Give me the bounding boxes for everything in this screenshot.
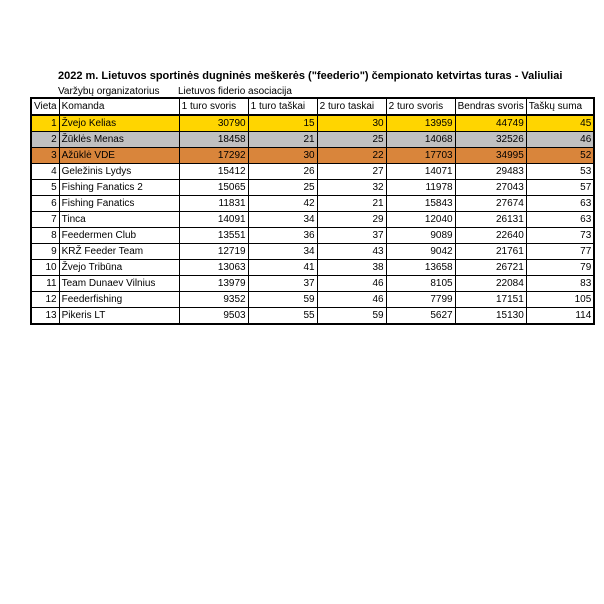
value-cell: 32	[317, 180, 386, 196]
value-cell: 22640	[455, 228, 526, 244]
value-cell: 27674	[455, 196, 526, 212]
value-cell: 13979	[179, 276, 248, 292]
value-cell: 12040	[386, 212, 455, 228]
place-cell: 4	[31, 164, 59, 180]
value-cell: 14071	[386, 164, 455, 180]
value-cell: 59	[248, 292, 317, 308]
place-cell: 11	[31, 276, 59, 292]
team-name-cell: Fishing Fanatics	[59, 196, 179, 212]
value-cell: 57	[526, 180, 594, 196]
value-cell: 27	[317, 164, 386, 180]
table-row	[31, 260, 594, 276]
value-cell: 25	[248, 180, 317, 196]
value-cell: 15065	[179, 180, 248, 196]
place-cell: 10	[31, 260, 59, 276]
value-cell: 63	[526, 196, 594, 212]
team-name-cell: Geležinis Lydys	[59, 164, 179, 180]
table-row	[31, 115, 594, 132]
value-cell: 17292	[179, 148, 248, 164]
value-cell: 34995	[455, 148, 526, 164]
value-cell: 15	[248, 115, 317, 132]
place-cell: 13	[31, 308, 59, 325]
value-cell: 37	[248, 276, 317, 292]
value-cell: 8105	[386, 276, 455, 292]
value-cell: 73	[526, 228, 594, 244]
column-header: 2 turo svoris	[386, 98, 455, 115]
table-row	[31, 244, 594, 260]
value-cell: 34	[248, 212, 317, 228]
value-cell: 105	[526, 292, 594, 308]
place-cell: 6	[31, 196, 59, 212]
place-cell: 5	[31, 180, 59, 196]
value-cell: 46	[317, 276, 386, 292]
value-cell: 15843	[386, 196, 455, 212]
column-header: Taškų suma	[526, 98, 594, 115]
results-table	[30, 97, 595, 325]
value-cell: 46	[317, 292, 386, 308]
value-cell: 29	[317, 212, 386, 228]
value-cell: 83	[526, 276, 594, 292]
team-name-cell: Žūklės Menas	[59, 132, 179, 148]
place-cell: 12	[31, 292, 59, 308]
value-cell: 11978	[386, 180, 455, 196]
table-row	[31, 180, 594, 196]
value-cell: 34	[248, 244, 317, 260]
place-cell: 7	[31, 212, 59, 228]
table-row	[31, 164, 594, 180]
header-row	[31, 98, 594, 115]
value-cell: 30	[317, 115, 386, 132]
value-cell: 11831	[179, 196, 248, 212]
value-cell: 9503	[179, 308, 248, 325]
table-body	[31, 115, 594, 324]
value-cell: 25	[317, 132, 386, 148]
column-header: Bendras svoris	[455, 98, 526, 115]
value-cell: 5627	[386, 308, 455, 325]
value-cell: 9042	[386, 244, 455, 260]
value-cell: 36	[248, 228, 317, 244]
value-cell: 13658	[386, 260, 455, 276]
value-cell: 30	[248, 148, 317, 164]
value-cell: 38	[317, 260, 386, 276]
value-cell: 18458	[179, 132, 248, 148]
value-cell: 7799	[386, 292, 455, 308]
value-cell: 12719	[179, 244, 248, 260]
table-row	[31, 148, 594, 164]
place-cell: 8	[31, 228, 59, 244]
column-header: 2 turo taskai	[317, 98, 386, 115]
place-cell: 9	[31, 244, 59, 260]
organizer-label: Varžybų organizatorius	[58, 86, 160, 97]
value-cell: 21	[317, 196, 386, 212]
value-cell: 22	[317, 148, 386, 164]
team-name-cell: Feederfishing	[59, 292, 179, 308]
value-cell: 22084	[455, 276, 526, 292]
team-name-cell: Fishing Fanatics 2	[59, 180, 179, 196]
value-cell: 26721	[455, 260, 526, 276]
value-cell: 9352	[179, 292, 248, 308]
table-row	[31, 132, 594, 148]
value-cell: 42	[248, 196, 317, 212]
value-cell: 17703	[386, 148, 455, 164]
table-row	[31, 196, 594, 212]
value-cell: 59	[317, 308, 386, 325]
value-cell: 55	[248, 308, 317, 325]
column-header: Vieta	[31, 98, 59, 115]
team-name-cell: Team Dunaev Vilnius	[59, 276, 179, 292]
value-cell: 26131	[455, 212, 526, 228]
column-header: 1 turo svoris	[179, 98, 248, 115]
column-header: 1 turo taškai	[248, 98, 317, 115]
value-cell: 13959	[386, 115, 455, 132]
value-cell: 52	[526, 148, 594, 164]
table-row	[31, 308, 594, 325]
value-cell: 27043	[455, 180, 526, 196]
value-cell: 63	[526, 212, 594, 228]
value-cell: 21761	[455, 244, 526, 260]
team-name-cell: Žvejo Tribūna	[59, 260, 179, 276]
table-row	[31, 292, 594, 308]
column-header: Komanda	[59, 98, 179, 115]
team-name-cell: Ažūklė VDE	[59, 148, 179, 164]
value-cell: 29483	[455, 164, 526, 180]
value-cell: 44749	[455, 115, 526, 132]
value-cell: 43	[317, 244, 386, 260]
value-cell: 13063	[179, 260, 248, 276]
team-name-cell: Feedermen Club	[59, 228, 179, 244]
value-cell: 46	[526, 132, 594, 148]
value-cell: 13551	[179, 228, 248, 244]
team-name-cell: Žvejo Kelias	[59, 115, 179, 132]
place-cell: 1	[31, 115, 59, 132]
value-cell: 32526	[455, 132, 526, 148]
value-cell: 79	[526, 260, 594, 276]
value-cell: 15412	[179, 164, 248, 180]
table-row	[31, 276, 594, 292]
value-cell: 30790	[179, 115, 248, 132]
team-name-cell: Tinca	[59, 212, 179, 228]
value-cell: 14068	[386, 132, 455, 148]
table-row	[31, 212, 594, 228]
value-cell: 26	[248, 164, 317, 180]
team-name-cell: KRŽ Feeder Team	[59, 244, 179, 260]
organizer-value: Lietuvos fiderio asociacija	[178, 86, 292, 97]
place-cell: 3	[31, 148, 59, 164]
value-cell: 77	[526, 244, 594, 260]
value-cell: 17151	[455, 292, 526, 308]
value-cell: 14091	[179, 212, 248, 228]
value-cell: 53	[526, 164, 594, 180]
value-cell: 41	[248, 260, 317, 276]
page-title: 2022 m. Lietuvos sportinės dugninės meškerės ("feederio") čempionato ketvirtas turas - Valiuliai	[58, 70, 563, 82]
place-cell: 2	[31, 132, 59, 148]
value-cell: 114	[526, 308, 594, 325]
team-name-cell: Pikeris LT	[59, 308, 179, 325]
value-cell: 45	[526, 115, 594, 132]
value-cell: 21	[248, 132, 317, 148]
value-cell: 37	[317, 228, 386, 244]
value-cell: 15130	[455, 308, 526, 325]
table-row	[31, 228, 594, 244]
value-cell: 9089	[386, 228, 455, 244]
